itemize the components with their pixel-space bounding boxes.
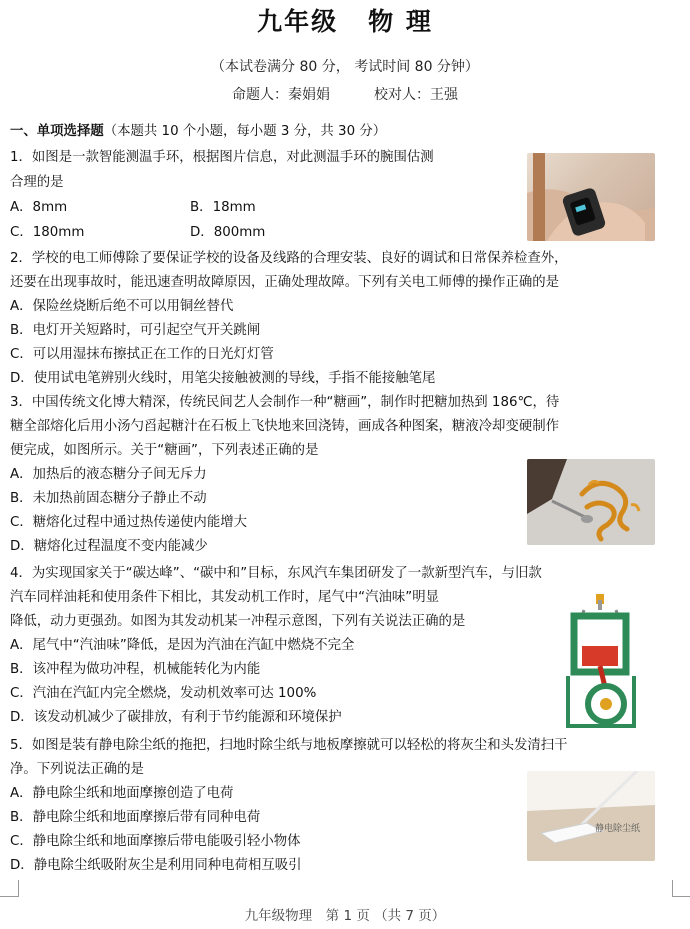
subject-title: 物 理 xyxy=(368,7,433,36)
question-4-line-2: 汽车同样油耗和使用条件下相比，其发动机工作时，尾气中“汽油味”明显 xyxy=(10,590,439,605)
question-3-option-b: B．未加热前固态糖分子静止不动 xyxy=(10,491,207,506)
sugar-painting-photo xyxy=(527,459,655,545)
checker: 校对人：王强 xyxy=(374,87,458,103)
question-5-line-2: 净。下列说法正确的是 xyxy=(10,762,144,777)
question-2-line-1: 2．学校的电工师傅除了要保证学校的设备及线路的合理安装、良好的调试和日常保养检查外， xyxy=(10,251,568,266)
question-1-line-1: 1．如图是一款智能测温手环，根据图片信息，对此测温手环的腕围估测 xyxy=(10,150,434,165)
question-4-line-3: 降低，动力更强劲。如图为其发动机某一冲程示意图，下列有关说法正确的是 xyxy=(10,614,466,629)
question-5-option-b: B．静电除尘纸和地面摩擦后带有同种电荷 xyxy=(10,810,261,825)
page-title xyxy=(0,2,690,38)
question-4-option-c: C．汽油在汽缸内完全燃烧，发动机效率可达 100% xyxy=(10,686,317,701)
section-title: 一、单项选择题 xyxy=(10,124,104,139)
mop-photo xyxy=(527,771,655,861)
grade-title: 九年级 xyxy=(257,7,339,36)
mop-label: 静电除尘纸 xyxy=(595,824,641,834)
question-5-option-a: A．静电除尘纸和地面摩擦创造了电荷 xyxy=(10,786,234,801)
question-5-option-d: D．静电除尘纸吸附灰尘是利用同种电荷相互吸引 xyxy=(10,858,302,873)
question-3-option-c: C．糖熔化过程中通过热传递使内能增大 xyxy=(10,515,247,530)
exam-info: （本试卷满分 80 分， 考试时间 80 分钟） xyxy=(211,59,479,75)
question-1-option-a: A．8mm xyxy=(10,200,68,215)
question-4-option-d: D．该发动机减少了碳排放，有利于节约能源和环境保护 xyxy=(10,710,342,725)
question-4-option-b: B．该冲程为做功冲程，机械能转化为内能 xyxy=(10,662,261,677)
corner-mark-right xyxy=(672,880,690,897)
author: 命题人：秦娟娟 xyxy=(232,87,330,103)
page-footer: 九年级物理 第 1 页 （共 7 页） xyxy=(244,908,446,924)
question-2-option-d: D．使用试电笔辨别火线时，用笔尖接触被测的导线，手指不能接触笔尾 xyxy=(10,371,436,386)
section-note: （本题共 10 个小题，每小题 3 分，共 30 分） xyxy=(103,124,387,139)
question-2-option-b: B．电灯开关短路时，可引起空气开关跳闸 xyxy=(10,323,261,338)
author-line xyxy=(0,84,690,104)
question-4-line-1: 4．为实现国家关于“碳达峰”、“碳中和”目标，东风汽车集团研发了一款新型汽车，与旧款 xyxy=(10,566,542,581)
corner-mark-left xyxy=(0,880,19,897)
question-1-line-2: 合理的是 xyxy=(10,175,64,190)
question-5-option-c: C．静电除尘纸和地面摩擦后带电能吸引轻小物体 xyxy=(10,834,301,849)
question-2-line-2: 还要在出现事故时，能迅速查明故障原因，正确处理故障。下列有关电工师傅的操作正确的是 xyxy=(10,275,560,290)
question-3-line-1: 3．中国传统文化博大精深，传统民间艺人会制作一种“糖画”，制作时把糖加热到 186℃，待 xyxy=(10,395,560,410)
question-2-option-a: A．保险丝烧断后绝不可以用铜丝替代 xyxy=(10,299,234,314)
question-3-line-2: 糖全部熔化后用小汤勺舀起糖汁在石板上飞快地来回浇铸，画成各种图案，糖液冷却变硬制作 xyxy=(10,419,560,434)
engine-diagram xyxy=(562,592,642,732)
question-1-option-b: B．18mm xyxy=(190,200,256,215)
question-4-option-a: A．尾气中“汽油味”降低，是因为汽油在汽缸中燃烧不完全 xyxy=(10,638,355,653)
wristband-photo xyxy=(527,153,655,241)
question-3-option-a: A．加热后的液态糖分子间无斥力 xyxy=(10,467,207,482)
question-2-option-c: C．可以用湿抹布擦拭正在工作的日光灯灯管 xyxy=(10,347,274,362)
question-1-option-d: D．800mm xyxy=(190,225,266,240)
question-3-option-d: D．糖熔化过程温度不变内能减少 xyxy=(10,539,208,554)
section-heading xyxy=(10,122,386,142)
question-1-option-c: C．180mm xyxy=(10,225,85,240)
question-5-line-1: 5．如图是装有静电除尘纸的拖把，扫地时除尘纸与地板摩擦就可以轻松的将灰尘和头发清扫干 xyxy=(10,738,568,753)
question-3-line-3: 便完成，如图所示。关于“糖画”，下列表述正确的是 xyxy=(10,443,319,458)
